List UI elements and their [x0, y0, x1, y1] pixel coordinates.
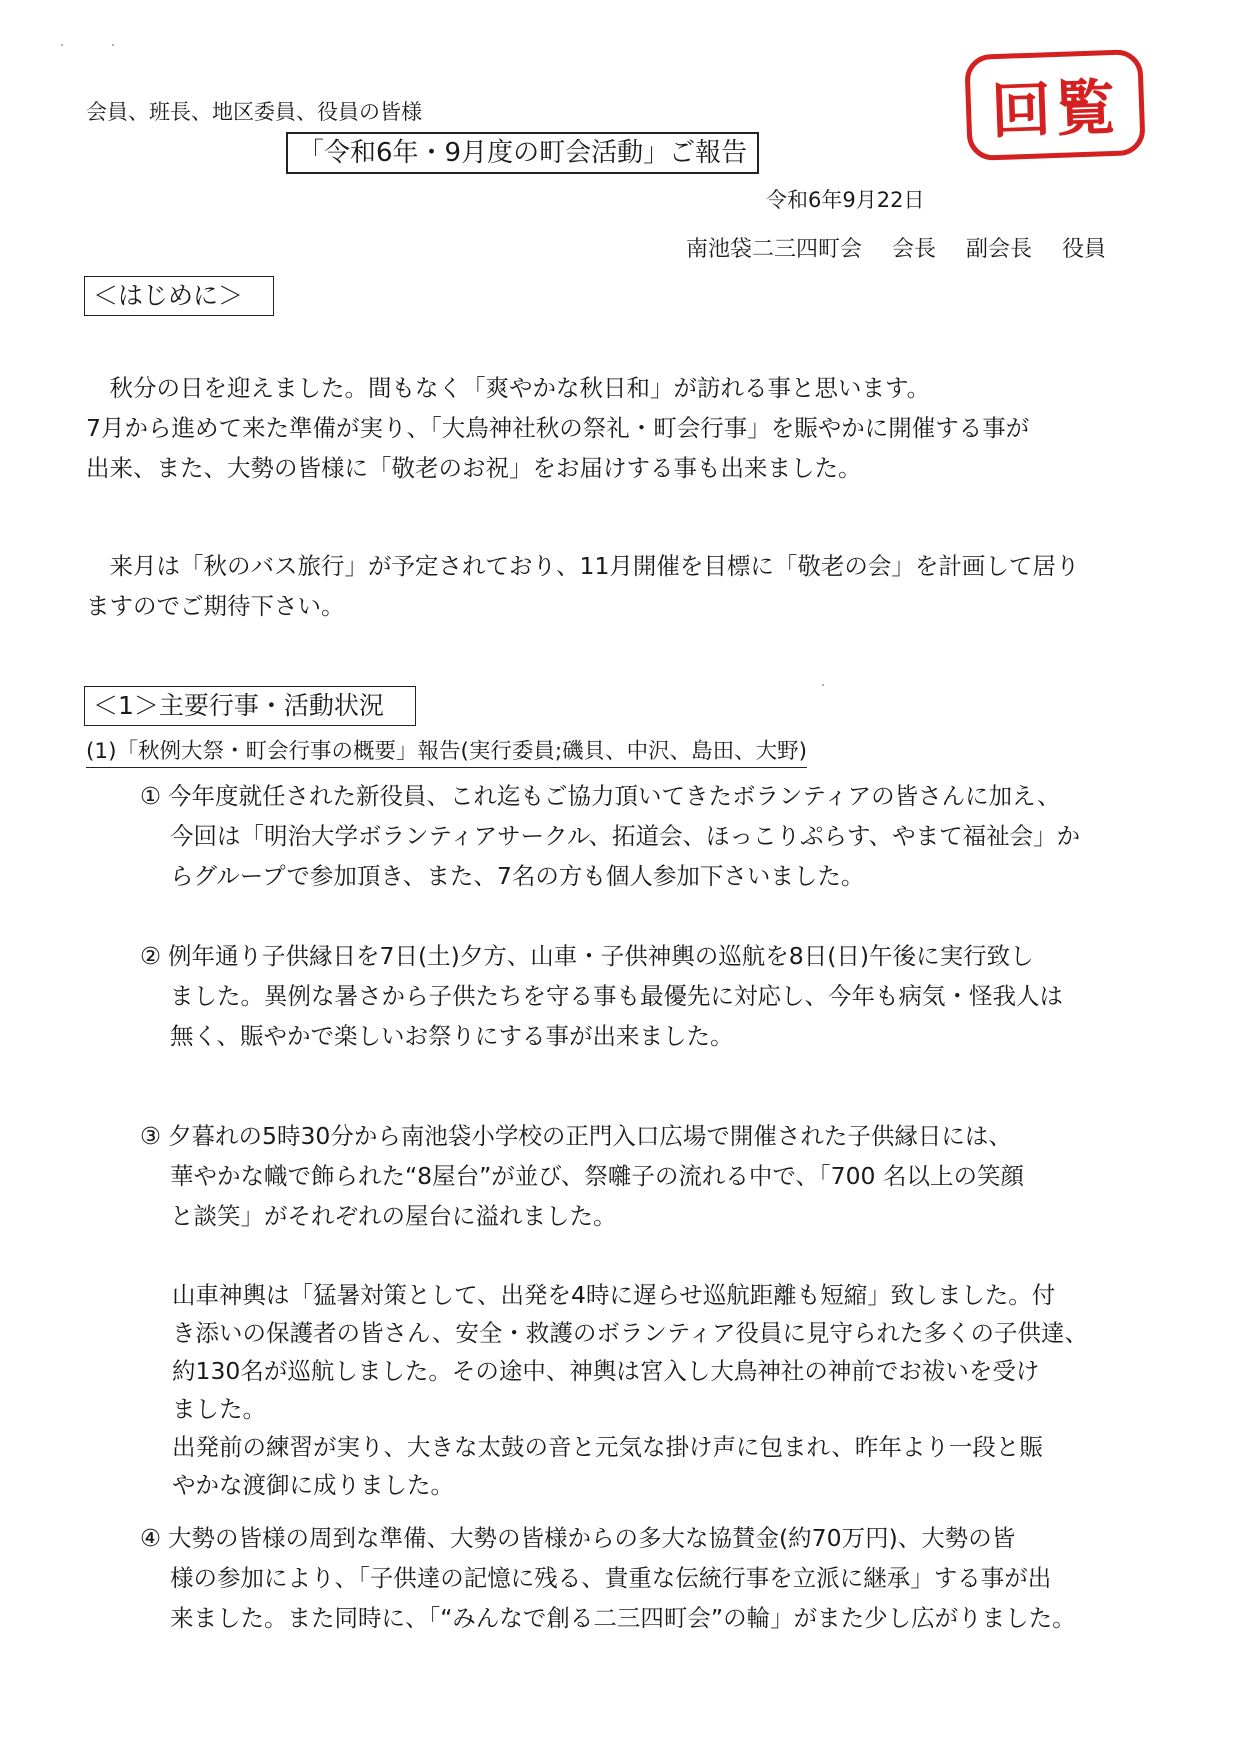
item-number: ①	[140, 782, 162, 810]
item-line: き添いの保護者の皆さん、安全・救護のボランティア役員に見守られた多くの子供達、	[172, 1319, 1089, 1347]
item-line: 来ました。また同時に、「“みんなで創る二三四町会”の輪」がまた少し広がりました。	[170, 1604, 1076, 1632]
item-number: ③	[140, 1122, 162, 1150]
list-item	[140, 1518, 1076, 1638]
organization-signature	[686, 232, 1106, 263]
document-date: 令和6年9月22日	[766, 188, 925, 212]
item-line: ました。異例な暑さから子供たちを守る事も最優先に対応し、今年も病気・怪我人は	[170, 982, 1063, 1010]
scan-speck	[822, 684, 824, 686]
item-number: ④	[140, 1524, 162, 1552]
intro-p1-line: 秋分の日を迎えました。間もなく「爽やかな秋日和」が訪れる事と思います。	[86, 374, 931, 402]
list-item	[140, 1116, 1024, 1236]
document-title: 「令和6年・9月度の町会活動」ご報告	[286, 132, 759, 174]
item-line: 今回は「明治大学ボランティアサークル、拓道会、ほっこりぷらす、やまて福祉会」か	[170, 822, 1081, 850]
item-line: 華やかな幟で飾られた“8屋台”が並び、祭囃子の流れる中で、「700 名以上の笑顔	[170, 1162, 1024, 1190]
intro-p2-line: 来月は「秋のバス旅行」が予定されており、11月開催を目標に「敬老の会」を計画して居り	[86, 552, 1080, 580]
item-3-continuation	[172, 1276, 1088, 1504]
intro-p1-line: 7月から進めて来た準備が実り、「大鳥神社秋の祭礼・町会行事」を賑やかに開催する事が	[86, 414, 1030, 442]
org-role-officers: 役員	[1062, 237, 1107, 262]
list-item	[140, 776, 1080, 896]
intro-paragraph-2	[86, 546, 1079, 626]
item-line: 約130名が巡航しました。その途中、神輿は宮入し大鳥神社の神前でお祓いを受け	[172, 1357, 1040, 1385]
org-name: 南池袋二三四町会	[686, 237, 863, 262]
scan-speck	[112, 44, 114, 46]
item-line: 夕暮れの5時30分から南池袋小学校の正門入口広場で開催された子供縁日には、	[168, 1122, 1012, 1150]
item-number: ②	[140, 942, 162, 970]
intro-heading: ＜はじめに＞	[84, 276, 274, 316]
item-line: と談笑」がそれぞれの屋台に溢れました。	[170, 1202, 617, 1230]
item-line: 例年通り子供縁日を7日(土)夕方、山車・子供神輿の巡航を8日(日)午後に実行致し	[168, 942, 1034, 970]
item-line: ました。	[172, 1395, 266, 1423]
org-role-vice-chair: 副会長	[966, 237, 1033, 262]
list-item	[140, 936, 1063, 1056]
intro-p2-line: ますのでご期待下さい。	[86, 592, 345, 620]
item-line: 今年度就任された新役員、これ迄もご協力頂いてきたボランティアの皆さんに加え、	[168, 782, 1061, 810]
intro-p1-line: 出来、また、大勢の皆様に「敬老のお祝」をお届けする事も出来ました。	[86, 454, 862, 482]
item-line: 大勢の皆様の周到な準備、大勢の皆様からの多大な協賛金(約70万円)、大勢の皆	[168, 1524, 1016, 1552]
addressee: 会員、班長、地区委員、役員の皆様	[86, 100, 422, 124]
section-1-subheading: (1)「秋例大祭・町会行事の概要」報告(実行委員;磯貝、中沢、島田、大野)	[86, 734, 807, 768]
intro-paragraph-1	[86, 368, 1029, 488]
item-line: やかな渡御に成りました。	[172, 1471, 454, 1499]
item-line: 出発前の練習が実り、大きな太鼓の音と元気な掛け声に包まれ、昨年より一段と賑	[172, 1433, 1043, 1461]
item-line: らグループで参加頂き、また、7名の方も個人参加下さいました。	[170, 862, 865, 890]
org-role-chair: 会長	[892, 237, 937, 262]
item-line: 無く、賑やかで楽しいお祭りにする事が出来ました。	[170, 1022, 734, 1050]
circulation-stamp: 回覧	[964, 49, 1146, 161]
section-1-heading: ＜1＞主要行事・活動状況	[84, 686, 416, 726]
item-line: 様の参加により、「子供達の記憶に残る、貴重な伝統行事を立派に継承」する事が出	[170, 1564, 1052, 1592]
item-line: 山車神輿は「猛暑対策として、出発を4時に遅らせ巡航距離も短縮」致しました。付	[172, 1281, 1056, 1309]
scan-speck	[61, 44, 63, 46]
